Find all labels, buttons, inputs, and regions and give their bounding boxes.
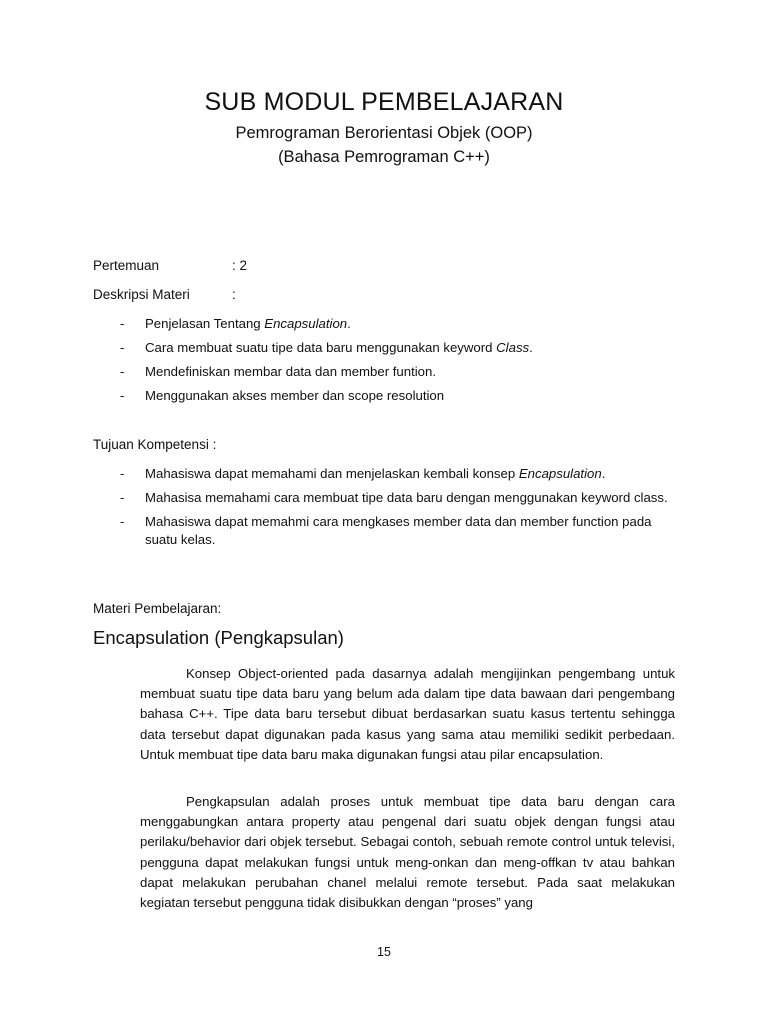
bullet-dash: - <box>120 490 125 505</box>
list-item-text: Mahasisa memahami cara membuat tipe data baru dengan menggunakan keyword class. <box>145 490 668 505</box>
list-item-text: Mendefiniskan membar data dan member funtion. <box>145 364 437 379</box>
deskripsi-label: Deskripsi Materi <box>93 287 190 302</box>
list-item <box>120 489 680 507</box>
paragraph: Konsep Object-oriented pada dasarnya adalah mengijinkan pengembang untuk membuat suatu tipe data baru yang belum ada dalam tipe data bawaan dari pengembang bahasa C++. Tipe data baru tersebut dibuat berdasarkan suatu kasus tertentu sehingga data tersebut dapat digunakan pada kasus yang sama atau memiliki sedikit perbedaan. Untuk membuat tipe data baru maka digunakan fungsi atau pilar encapsulation. <box>140 666 675 762</box>
list-item <box>120 387 680 405</box>
deskripsi-value: : <box>232 287 236 302</box>
bullet-dash: - <box>120 340 125 355</box>
list-item-text: Cara membuat suatu tipe data baru menggunakan keyword <box>145 340 497 355</box>
list-item-text: Penjelasan Tentang <box>145 316 265 331</box>
document-subtitle-course: Pemrograman Berorientasi Objek (OOP) <box>235 124 533 142</box>
page-number: 15 <box>377 945 391 959</box>
section-heading: Encapsulation (Pengkapsulan) <box>93 627 344 648</box>
list-item-text: Menggunakan akses member dan scope resolution <box>145 388 445 403</box>
document-subtitle-language: (Bahasa Pemrograman C++) <box>278 148 490 166</box>
list-item-suffix: . <box>347 316 351 331</box>
document-title: SUB MODUL PEMBELAJARAN <box>204 88 564 116</box>
list-item <box>120 513 680 549</box>
bullet-dash: - <box>120 466 125 481</box>
meta-row-pertemuan <box>93 258 248 273</box>
paragraph: Pengkapsulan adalah proses untuk membuat tipe data baru dengan cara menggabungkan antara property atau pengenal dari suatu objek dengan fungsi atau perilaku/behavior dari objek tersebut. Sebagai contoh, sebuah remote control untuk televisi, pengguna dapat melakukan fungsi untuk meng-onkan dan meng-offkan tv atau bahkan dapat melakukan perubahan chanel melalui remote tersebut. Pada saat melakukan kegiatan tersebut pengguna tidak disibukkan dengan “proses” yang <box>140 794 675 911</box>
bullet-dash: - <box>120 514 125 529</box>
list-item-emphasis: Encapsulation <box>518 466 602 481</box>
list-item-emphasis: Encapsulation <box>264 316 348 331</box>
list-item <box>120 315 680 333</box>
list-item <box>120 339 680 357</box>
bullet-dash: - <box>120 388 125 403</box>
list-item-text: Mahasiswa dapat memahami dan menjelaskan kembali konsep <box>145 466 519 481</box>
list-item-emphasis: Class <box>496 340 530 355</box>
bullet-dash: - <box>120 316 125 331</box>
list-item <box>120 465 680 483</box>
tujuan-kompetensi-label: Tujuan Kompetensi : <box>93 437 217 452</box>
bullet-dash: - <box>120 364 125 379</box>
meta-row-deskripsi <box>93 287 236 302</box>
materi-pembelajaran-label: Materi Pembelajaran: <box>93 601 222 616</box>
list-item-text: Mahasiswa dapat memahmi cara mengkases member data dan member function pada suatu kelas. <box>145 514 652 547</box>
tujuan-list <box>120 465 680 555</box>
list-item <box>120 363 680 381</box>
deskripsi-list <box>120 315 680 411</box>
pertemuan-value: : 2 <box>232 258 248 273</box>
pertemuan-label: Pertemuan <box>93 258 160 273</box>
list-item-suffix: . <box>529 340 533 355</box>
list-item-suffix: . <box>601 466 606 481</box>
